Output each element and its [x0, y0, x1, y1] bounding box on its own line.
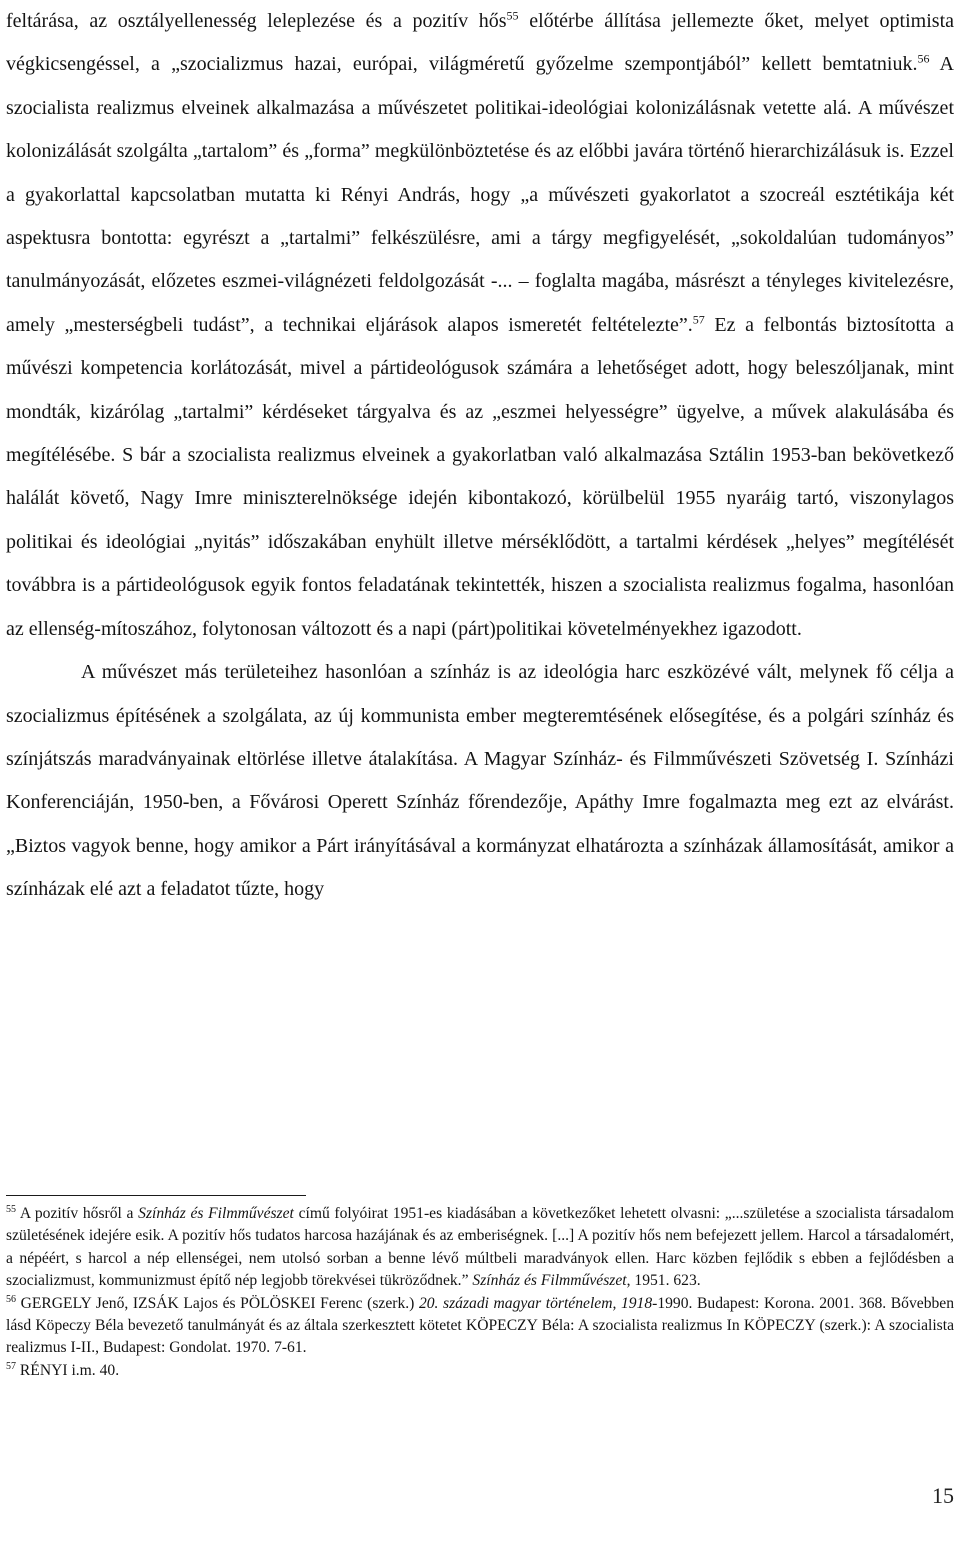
footnote-55 — [6, 1203, 954, 1293]
footnote-italic-title: 20. századi magyar történelem, 1918 — [418, 1294, 653, 1312]
footnote-text: , 1951. 623. — [626, 1272, 701, 1290]
footnote-ref-55[interactable]: 55 — [506, 8, 519, 23]
footnote-number: 57 — [6, 1360, 16, 1372]
footnote-italic-title: Színház és Filmművészet — [138, 1205, 294, 1222]
paragraph-1-part-2: előtérbe állítása jellemezte őket, melyet optimista végkicsengéssel, a „szocializmus hazai, európai, világméretű győzelme szempontjából” kellett bemtatniuk. — [6, 10, 955, 76]
footnote-number: 56 — [6, 1293, 16, 1305]
footnote-italic-title: Színház és Filmművészet — [472, 1272, 627, 1290]
footnote-number: 55 — [6, 1203, 16, 1215]
paragraph-2: A művészet más területeihez hasonlóan a színház is az ideológia harc eszközévé vált, melynek fő célja a szocializmus építésének a szolgálata, az új kommunista ember megteremtésének elősegítése, és a polgári színház és színjátszás maradványainak eltörlése illetve átalakítása. A Magyar Színház- és Filmművészeti Szövetség I. Színházi Konferenciáján, 1950-ben, a Fővárosi Operett Színház főrendezője, Apáthy Imre fogalmazta meg ezt az elvárást. „Biztos vagyok benne, hogy amikor a Párt irányításával a kormányzat elhatározta a színházak államosítását, amikor a színházak elé azt a feladatot tűzte, hogy — [6, 661, 954, 901]
paragraph-1-part-4: Ez a felbontás biztosította a művészi kompetencia korlátozását, mivel a pártideológusok számára a lehetőséget adott, hogy beleszóljanak, mint mondták, kizárólag „tartalmi” kérdéseket tárgyalva és az „eszmei helyességre” ügyelve, a művek alakulásába és megítélésébe. S bár a szocialista realizmus elveinek a gyakorlatban való alkalmazása Sztálin 1953-ban bekövetkező halálát követő, Nagy Imre miniszterelnöksége idején kibontakozó, körülbelül 1955 nyaráig tartó, viszonylagos politikai és ideológiai „nyitás” időszakában enyhült illetve mérséklődött, a tartalmi kérdések „helyes” megítélését továbbra is a pártideológusok egyik fontos feladatának tekintették, hiszen a szocialista realizmus fogalma, hasonlóan az ellenség-mítoszához, folytonosan változott és a napi (párt)politikai követelményekhez igazodott. — [6, 313, 954, 640]
footnote-text: -1990. Budapest: Korona. 2001. 368. Bővebben lásd Köpeczy Béla bevezető tanulmányát és az általa szerkesztett kötetet KÖPECZY Béla: A szocialista realizmus In KÖPECZY (szerk.): A szocialista realizmus I-II., Budapest: Gondolat. 1970. 7-61. — [6, 1294, 955, 1357]
footnote-text: RÉNYI i.m. 40. — [16, 1361, 120, 1379]
footnote-ref-57[interactable]: 57 — [692, 312, 705, 327]
page-number: 15 — [932, 1483, 954, 1508]
footnote-57 — [6, 1360, 954, 1382]
footnote-separator — [6, 1195, 306, 1196]
paragraph-1-part-3: A szocialista realizmus elveinek alkalmazása a művészetet politikai-ideológiai kolonizálásnak vetette alá. A művészet kolonizálását szolgálta „tartalom” és „forma” megkülönböztetése és az előbbi javára történő hierarchizálásuk is. Ezzel a gyakorlattal kapcsolatban mutatta ki Rényi András, hogy „a művészeti gyakorlatot a szocreál esztétikája két aspektusra bontotta: egyrészt a „tartalmi” felkészülésre, ami a tárgy megfigyelését, „sokoldalúan tudományos” tanulmányozását, előzetes eszmei-világnézeti feldolgozását -... – foglalta magába, másrészt a tényleges kivitelezésre, amely „mesterségbeli tudást”, a technikai eljárások alapos ismeretét feltételezte”. — [6, 53, 954, 336]
footnote-text: című folyóirat 1951-es kiadásában a következőket lehetett olvasni: „...születése a szocialista társadalom születésének idejére esik. A pozitív hős tudatos harcosa hazájának és az emberiségnek. [...] A pozitív hős nem befejezett jellem. Harcol a társadalomért, a népéért, s harcol a nép ellenségei, nem utolsó sorban a benne lévő múltbeli maradványok ellen. Harc közben fejlődik s ebben a fejlődésben a szocializmust, kommunizmust építő nép legjobb törekvései tükröződnek.” — [6, 1205, 955, 1290]
paragraph-1-part-1: feltárása, az osztályellenesség leleplezése és a pozitív hős — [6, 10, 507, 32]
main-text — [6, 0, 954, 912]
footnotes — [6, 1203, 954, 1382]
paragraph-1 — [6, 0, 954, 651]
footnote-ref-56[interactable]: 56 — [917, 51, 930, 66]
footnote-text: A pozitív hősről a — [16, 1205, 139, 1222]
footnote-text: GERGELY Jenő, IZSÁK Lajos és PÖLÖSKEI Ferenc (szerk.) — [16, 1294, 419, 1312]
footnote-56 — [6, 1293, 954, 1360]
